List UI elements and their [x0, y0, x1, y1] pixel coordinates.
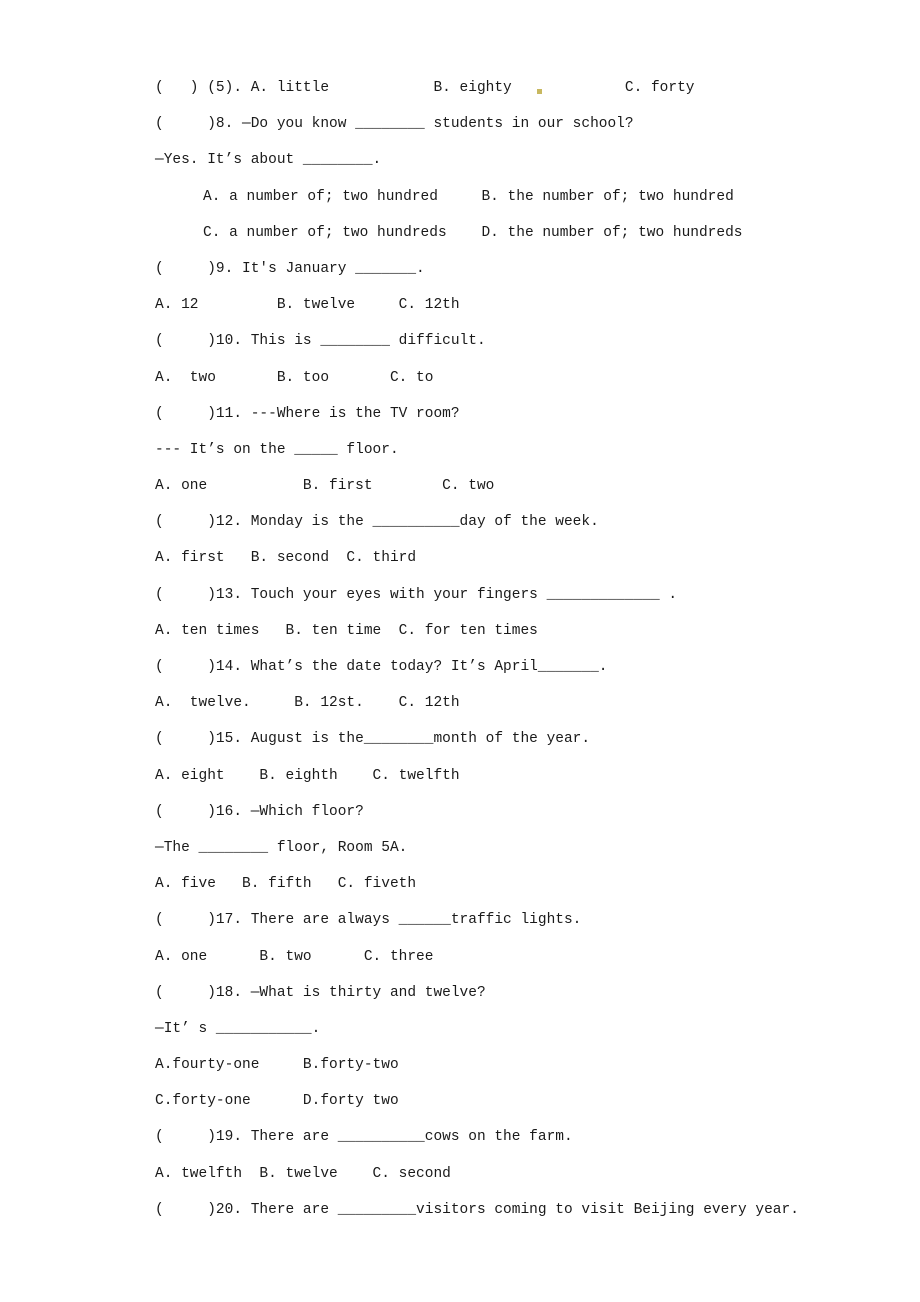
document-line: A. two B. too C. to: [155, 369, 434, 386]
document-line: A. a number of; two hundred B. the number of; two hundred: [203, 188, 734, 205]
document-line: ( )9. It's January _______.: [155, 260, 425, 277]
document-line: A. one B. two C. three: [155, 948, 434, 965]
document-line: A. eight B. eighth C. twelfth: [155, 767, 460, 784]
document-line: ( )8. —Do you know ________ students in our school?: [155, 116, 634, 133]
document-line: ( )12. Monday is the __________day of the week.: [155, 514, 599, 531]
document-line: ( )18. —What is thirty and twelve?: [155, 984, 486, 1001]
document-line: ( )10. This is ________ difficult.: [155, 333, 486, 350]
document-line: A.fourty-one B.forty-two: [155, 1057, 399, 1074]
document-line: A. one B. first C. two: [155, 478, 495, 495]
document-line: ( )15. August is the________month of the year.: [155, 731, 591, 748]
question-list: [155, 77, 799, 1235]
document-line: ( )14. What’s the date today? It’s April_______.: [155, 659, 608, 675]
document-line: —Yes. It’s about ________.: [155, 152, 382, 169]
document-line: ( )20. There are _________visitors coming to visit Beijing every year.: [155, 1201, 799, 1218]
document-line: A. five B. fifth C. fiveth: [155, 876, 417, 893]
document-line: A. twelve. B. 12st. C. 12th: [155, 695, 460, 712]
document-line: —The ________ floor, Room 5A.: [155, 839, 408, 856]
document-line: A. twelfth B. twelve C. second: [155, 1165, 451, 1182]
document-line: A. 12 B. twelve C. 12th: [155, 297, 460, 314]
document-line: ( )13. Touch your eyes with your fingers _____________ .: [155, 586, 678, 603]
document-line: ( ) (5). A. little B. eighty C. forty: [155, 80, 695, 96]
document-line: ( )19. There are __________cows on the farm.: [155, 1129, 573, 1146]
document-line: ( )11. ---Where is the TV room?: [155, 405, 460, 422]
document-line: A. ten times B. ten time C. for ten times: [155, 622, 538, 639]
document-line: C. a number of; two hundreds D. the number of; two hundreds: [203, 224, 743, 241]
document-line: --- It’s on the _____ floor.: [155, 441, 399, 458]
document-line: A. first B. second C. third: [155, 550, 417, 567]
document-line: —It’ s ___________.: [155, 1020, 321, 1037]
document-line: ( )16. —Which floor?: [155, 803, 364, 820]
document-line: C.forty-one D.forty two: [155, 1093, 399, 1110]
document-line: ( )17. There are always ______traffic lights.: [155, 912, 582, 929]
